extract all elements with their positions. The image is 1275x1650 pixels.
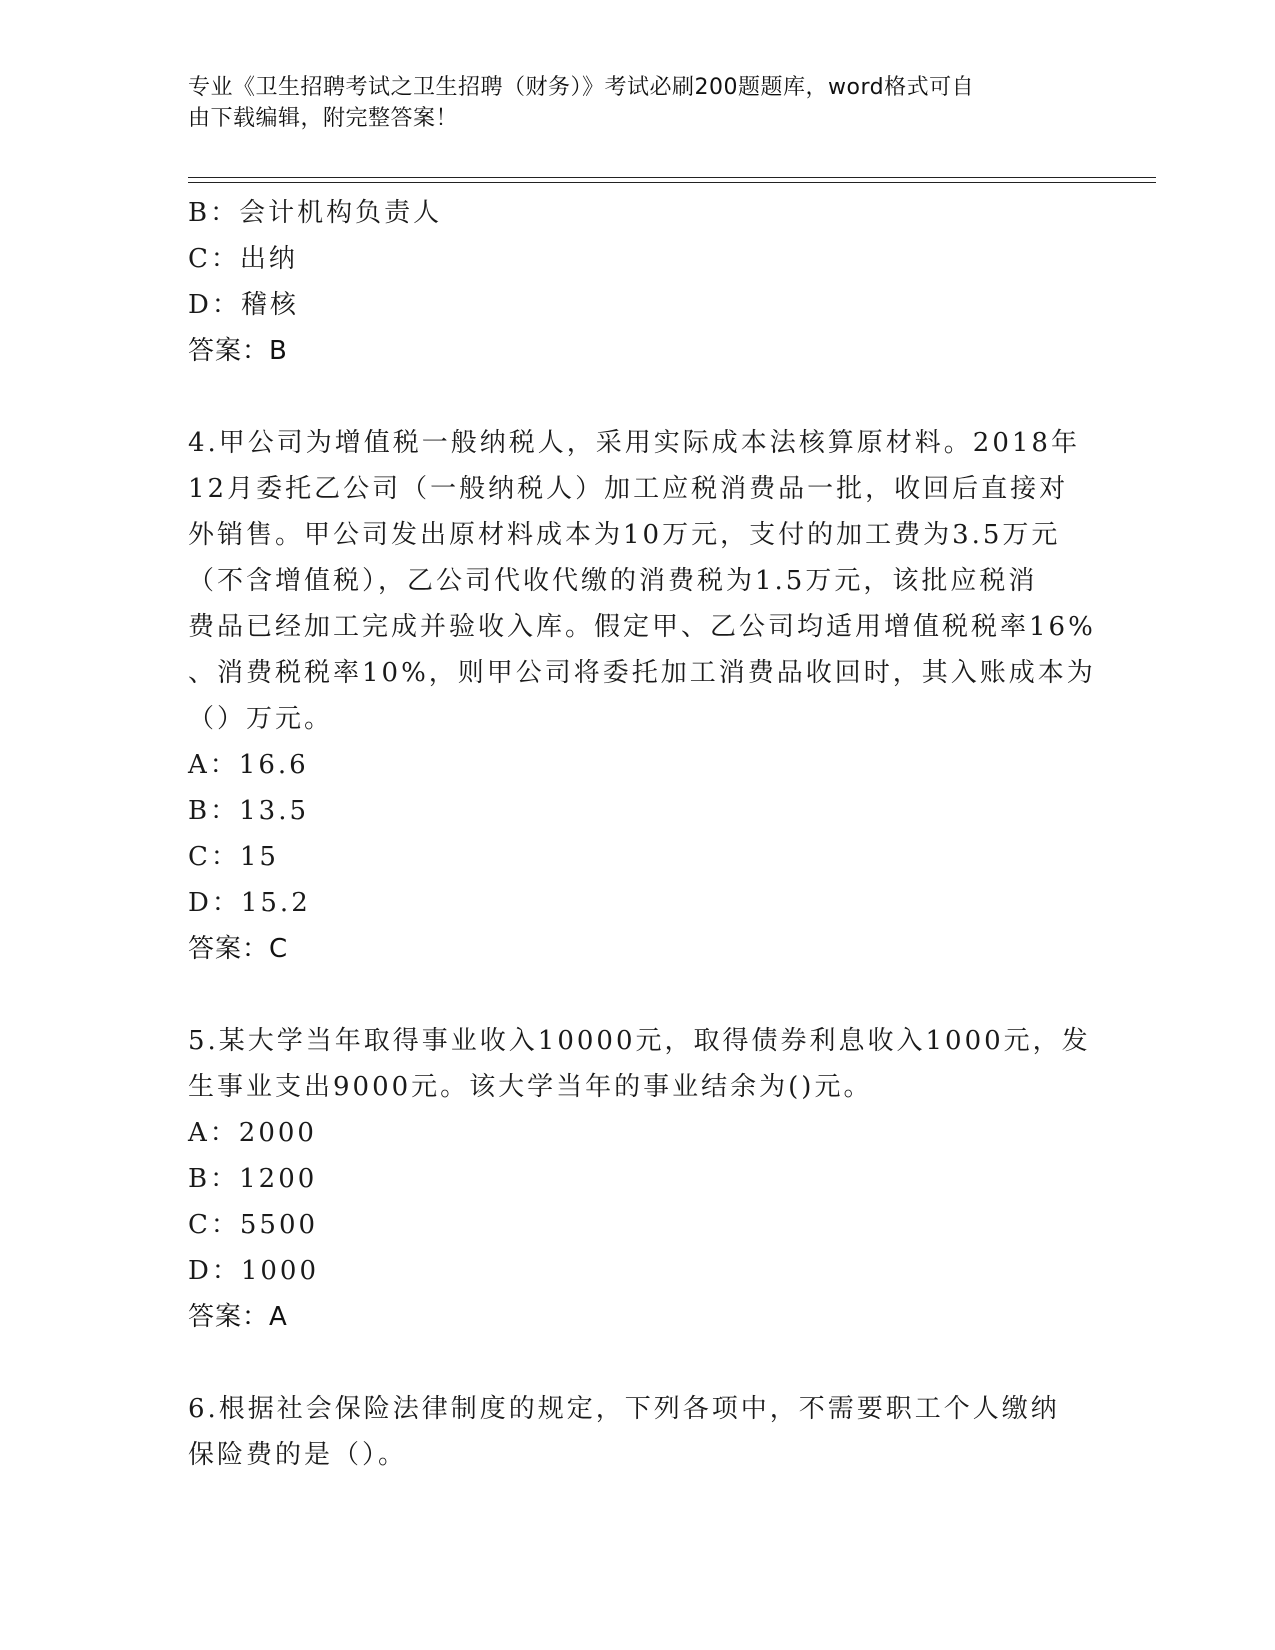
question-stem-line: 4.甲公司为增值税一般纳税人，采用实际成本法核算原材料。2018年	[188, 428, 1080, 458]
question-stem-line: 生事业支出9000元。该大学当年的事业结余为()元。	[188, 1072, 873, 1102]
option-b: B：会计机构负责人	[188, 198, 443, 228]
answer-line: 答案：B	[188, 336, 288, 366]
answer-line: 答案：A	[188, 1302, 288, 1332]
option-b: B：1200	[188, 1164, 318, 1194]
question-spacer	[188, 1340, 1088, 1386]
question-spacer	[188, 374, 1088, 420]
question-5	[188, 1018, 1091, 1340]
option-a: A：16.6	[188, 750, 309, 780]
option-c: C：出纳	[188, 244, 298, 274]
question-stem-line: 外销售。甲公司发出原材料成本为10万元，支付的加工费为3.5万元	[188, 520, 1061, 550]
option-d: D：稽核	[188, 290, 299, 320]
question-spacer	[188, 972, 1088, 1018]
option-d: D：1000	[188, 1256, 320, 1286]
option-a: A：2000	[188, 1118, 317, 1148]
option-d: D：15.2	[188, 888, 311, 918]
option-c: C：15	[188, 842, 279, 872]
header-divider-bottom	[188, 182, 1156, 183]
question-stem-line: 6.根据社会保险法律制度的规定，下列各项中，不需要职工个人缴纳	[188, 1394, 1060, 1424]
question-3-tail	[188, 190, 1088, 374]
option-b: B：13.5	[188, 796, 309, 826]
question-stem-line: 费品已经加工完成并验收入库。假定甲、乙公司均适用增值税税率16%	[188, 612, 1096, 642]
header-line-2: 由下载编辑，附完整答案！	[188, 106, 459, 131]
question-stem-line: （不含增值税），乙公司代收代缴的消费税为1.5万元，该批应税消	[188, 566, 1038, 596]
answer-line: 答案：C	[188, 934, 289, 964]
document-header	[188, 72, 1068, 134]
question-4	[188, 420, 1096, 972]
option-c: C：5500	[188, 1210, 319, 1240]
question-content	[188, 190, 1096, 1478]
question-stem-line: 5.某大学当年取得事业收入10000元，取得债券利息收入1000元，发	[188, 1026, 1091, 1056]
question-stem-line: （）万元。	[188, 704, 334, 734]
question-6	[188, 1386, 1088, 1478]
header-line-1: 专业《卫生招聘考试之卫生招聘（财务）》考试必刷200题题库，word格式可自	[188, 75, 975, 100]
question-stem-line: 12月委托乙公司（一般纳税人）加工应税消费品一批，收回后直接对	[188, 474, 1069, 504]
question-stem-line: 、消费税税率10%，则甲公司将委托加工消费品收回时，其入账成本为	[188, 658, 1096, 688]
question-stem-line: 保险费的是（）。	[188, 1440, 408, 1470]
header-divider-top	[188, 177, 1156, 178]
